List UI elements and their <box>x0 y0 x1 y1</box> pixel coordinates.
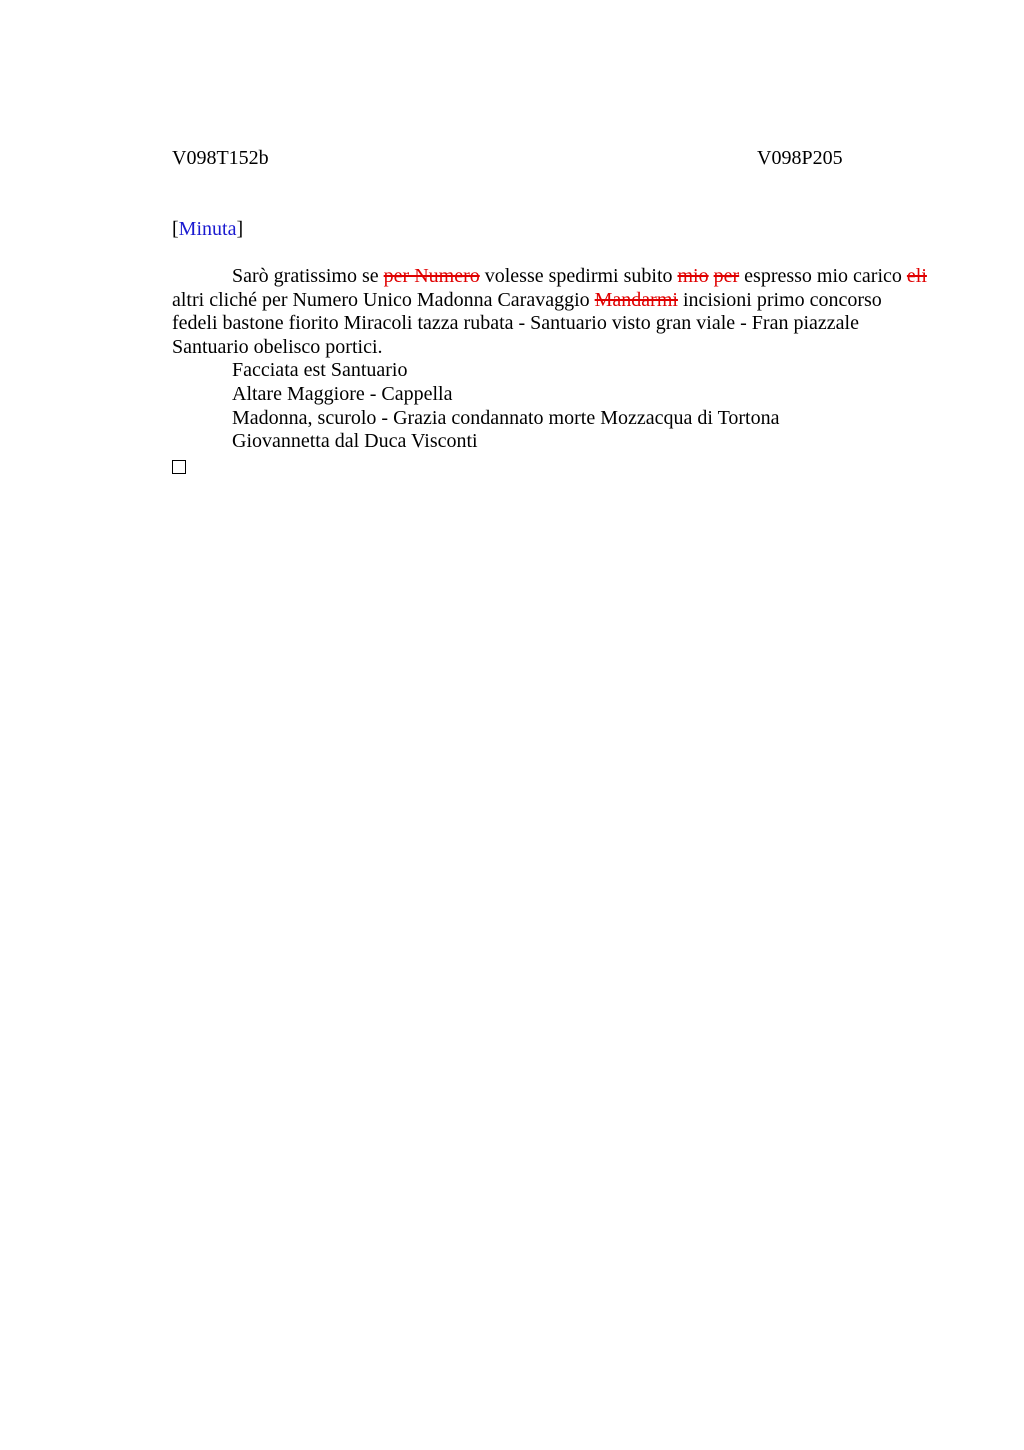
section-label <box>172 217 243 241</box>
deleted-text: eli <box>906 265 927 287</box>
document-page <box>172 0 932 1450</box>
list-item: Madonna, scurolo - Grazia condannato morte Mozzacqua di Tortona <box>232 406 780 429</box>
paragraph-text: espresso mio carico <box>739 265 907 287</box>
list-item: Altare Maggiore - Cappella <box>232 382 453 405</box>
deleted-text: per <box>713 265 740 287</box>
document-body <box>172 265 927 480</box>
paragraph-text: incisioni primo concorso fedeli bastone fiorito Miracoli tazza rubata - Santuario visto gran viale - Fran piazzale Santuario obelisco portici. <box>172 288 882 358</box>
deleted-text: Mandarmi <box>594 288 678 311</box>
document-reference-right: V098P205 <box>757 147 843 169</box>
document-reference-left: V098T152b <box>172 147 269 169</box>
deleted-text: mio <box>677 265 709 287</box>
main-paragraph <box>172 265 927 359</box>
paragraph-text: altri cliché per Numero Unico Madonna Caravaggio <box>172 288 595 311</box>
paragraph-text: volesse spedirmi subito <box>479 265 678 287</box>
close-bracket: ] <box>236 218 244 240</box>
deleted-text: per Numero <box>383 265 480 287</box>
end-marker <box>172 454 927 481</box>
minuta-link[interactable]: Minuta <box>178 218 237 240</box>
open-bracket: [ <box>172 218 179 240</box>
empty-square-icon <box>172 460 186 474</box>
list-item: Giovannetta dal Duca Visconti <box>232 430 478 453</box>
document-header <box>172 146 932 172</box>
list-item: Facciata est Santuario <box>232 359 408 382</box>
paragraph-text: Sarò gratissimo se <box>232 265 384 287</box>
